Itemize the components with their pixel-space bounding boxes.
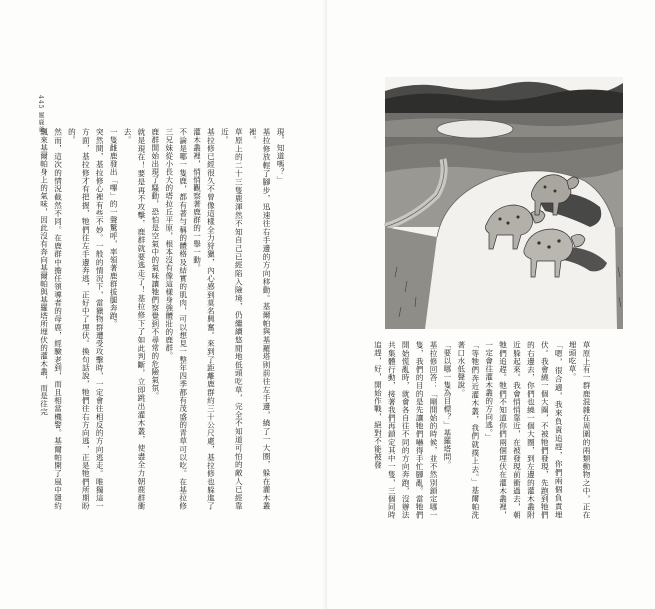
left-page-text: [29, 128, 287, 510]
paragraph: 草原上有一群鹿混雜在周圍的兩類動物之中，正在埋頭吃草。: [568, 341, 591, 519]
paragraph: 「要以哪一隻為目標？」基羅塔問。: [442, 341, 452, 469]
paragraph: 基拉修回答：「剛開始的時候，並不然別鎖定哪一隻，我們的目的是先讓牠們嚇得手忙腳亂。當牠們開始慌亂時，就會各自往不同的方向奔跑，沒辦法共集體行動，接著我們再鎖定其中一隻，三個同時追趕，好，開始作戰，絕對不能被發: [373, 341, 439, 519]
paragraph: 現，知道嗎？」: [276, 128, 285, 184]
paragraph: 鹿群開始出現了騷動，恐怕是空氣中的氣味讓牠們察覺到不尋常的危險氣氛。: [150, 128, 160, 400]
right-page: [327, 0, 655, 609]
paragraph: 一隻雌鹿發出「嗶」的一聲驚呼，率領著鹿群拔腿奔跑。: [109, 128, 119, 328]
hyenas-on-savanna-illustration: [385, 77, 623, 329]
paragraph: 基拉修放輕了腳步，迅速往右手邊的方向移動。基爾帕與基羅塔則前往左手邊，繞了一大圈，躲在灌木叢裡。: [248, 128, 272, 510]
page-folio: 445 鬣鹿爸: [37, 95, 44, 134]
paragraph: 「嗯，很合適，我來負責追趕，你們兩個負責埋伏。我會繞一個大圈，不被牠們發現，先跑到牠們的右邊去，你們也繞一個大圈，到左邊的灌木叢附近躲起來。我會悄悄靠近，在被發現前衝過去，朝牠們追趕。牠們不知道你們兩個埋伏在灌木叢裡，一定會往灌木叢的方向逃。」: [484, 341, 564, 519]
paragraph: 草原上的二十三隻鹿渾然不知自己已經陷入險境，仍繼續悠閒地低頭吃草，完全不知道可怕的敵人已經靠近。: [220, 128, 244, 510]
paragraph: 就是現在！要是再不攻擊，鹿群就要逃走了！基拉修下了如此判斷，立即跳出灌木叢，使盡全力朝鹿群衝去。: [123, 128, 146, 510]
paragraph: 然而，這次的情況截然不同。在鹿群中擔任領導者的母鹿，經驗老到，而且相當機警。基爾帕開了風中隱約飄來基爾帕身上的氣味，因此沒有奔向基爾帕與基羅塔所埋伏的灌木叢，而是往完: [39, 128, 63, 510]
paragraph: 「等牠們奔近灌木叢，我們就撲上去。」基爾帕洗著口水低聲說。: [456, 341, 480, 519]
right-page-text: [373, 341, 593, 519]
paragraph: 突然間，基拉修心裡有些不妙。一般的情況下，當獵物群遭受攻擊時，一定會往相反的方向逃走。唯獨這一方面，基拉修才有把握，牠們往左手邊奔逃，正好中了埋伏。換句話說，牠們往右方向逃，正是牠們所期盼的。: [67, 128, 105, 510]
left-page: [0, 0, 327, 609]
paragraph: 不論是哪一隻鹿，都有著勻稱的體格及結實的肌肉，可以想見一整年四季都有茂盛的青草可以吃。在基拉修三兄妹從小長大的塔拉丘平原，根本沒有像這樣身強體壯的鹿群。: [164, 128, 188, 510]
paragraph: 基拉修已經很久不曾像這樣全力狩獵，內心感到莫名興奮。來到了距離鹿群約三十公尺處，基拉修也躲進了灌木叢裡，悄悄觀察著鹿群的一舉一動。: [192, 128, 216, 510]
